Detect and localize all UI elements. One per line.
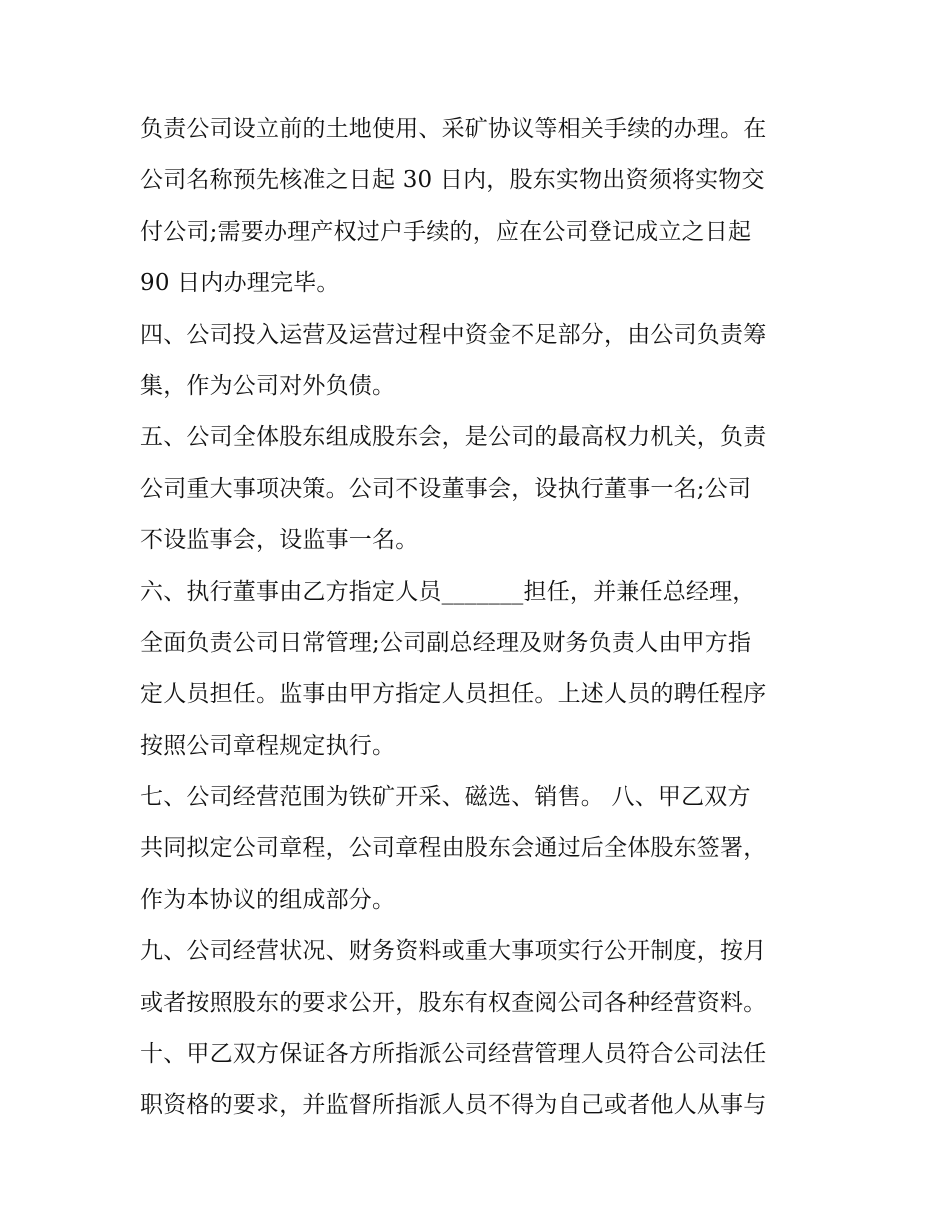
- text-line: 五、公司全体股东组成股东会，是公司的最高权力机关，负责: [140, 424, 767, 451]
- document-body: [140, 104, 820, 1132]
- text-line: 职资格的要求，并监督所指派人员不得为自己或者他人从事与: [140, 1092, 767, 1119]
- text-line: 七、公司经营范围为铁矿开采、磁选、销售。 八、甲乙双方: [140, 784, 751, 811]
- text-line: 90 日内办理完毕。: [140, 270, 340, 297]
- text-line: 负责公司设立前的土地使用、采矿协议等相关手续的办理。在: [140, 116, 767, 142]
- text-line: 作为本协议的组成部分。: [140, 886, 396, 913]
- text-line: 不设监事会，设监事一名。: [140, 527, 419, 554]
- text-line: 十、甲乙双方保证各方所指派公司经营管理人员符合公司法任: [140, 1041, 767, 1068]
- text-line: 四、公司投入运营及运营过程中资金不足部分，由公司负责筹: [140, 321, 767, 348]
- text-line: 九、公司经营状况、财务资料或重大事项实行公开制度，按月: [140, 938, 767, 965]
- text-line: 按照公司章程规定执行。: [140, 732, 396, 759]
- text-line: 六、执行董事由乙方指定人员_______担任，并兼任总经理，: [140, 578, 756, 605]
- text-line: 定人员担任。监事由甲方指定人员担任。上述人员的聘任程序: [140, 681, 767, 708]
- text-line: 共同拟定公司章程，公司章程由股东会通过后全体股东签署，: [140, 835, 767, 862]
- text-line: 或者按照股东的要求公开，股东有权查阅公司各种经营资料。: [140, 989, 767, 1016]
- text-line: 全面负责公司日常管理;公司副总经理及财务负责人由甲方指: [140, 629, 752, 656]
- text-line: 集，作为公司对外负债。: [140, 372, 396, 399]
- text-line: 公司重大事项决策。公司不设董事会，设执行董事一名;公司: [140, 475, 752, 502]
- text-line: 公司名称预先核准之日起 30 日内，股东实物出资须将实物交: [140, 167, 765, 194]
- text-line: 付公司;需要办理产权过户手续的，应在公司登记成立之日起: [140, 218, 752, 245]
